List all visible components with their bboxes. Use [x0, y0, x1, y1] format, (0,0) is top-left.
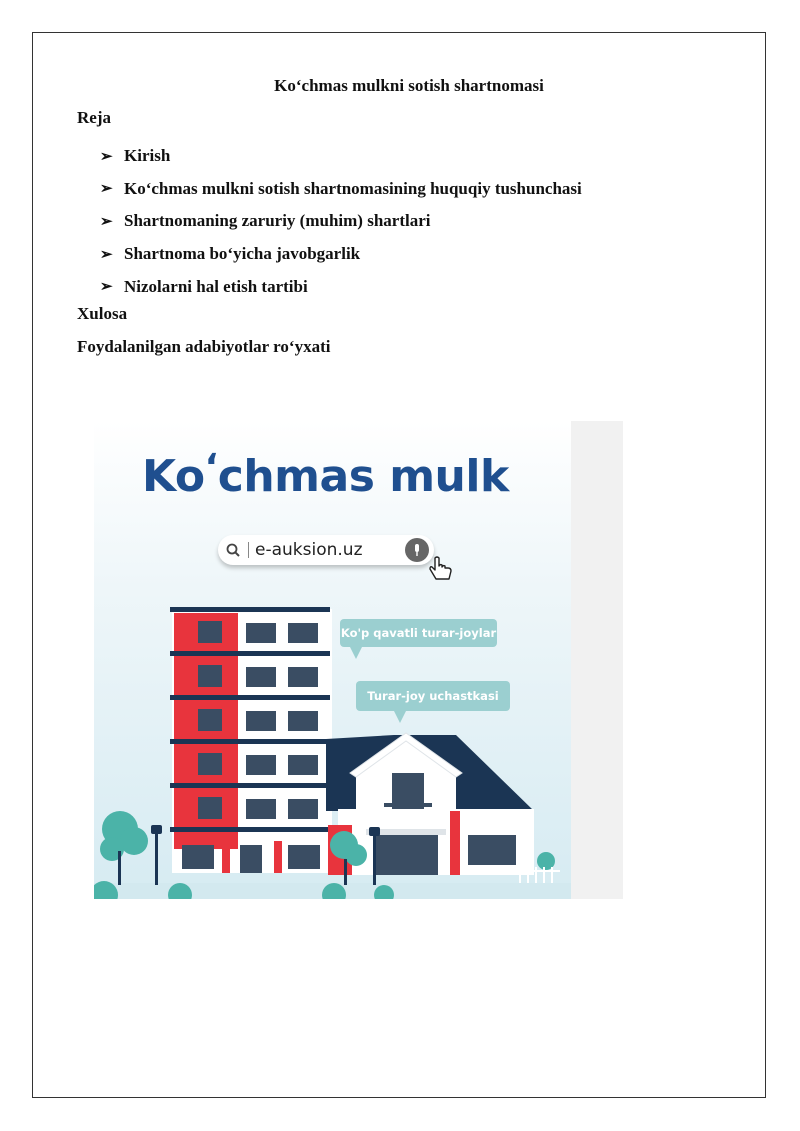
arrow-bullet-icon: ➢ [100, 148, 113, 165]
plan-item-label: Kirish [124, 146, 171, 166]
references-heading: Foydalanilgan adabiyotlar roʻyxati [77, 337, 331, 356]
plan-item-label: Nizolarni hal etish tartibi [124, 276, 308, 296]
arrow-bullet-icon: ➢ [100, 279, 113, 296]
document-title: Koʻchmas mulkni sotish shartnomasi [274, 76, 544, 95]
list-item [100, 238, 582, 271]
search-divider [248, 542, 249, 558]
plan-item-label: Shartnoma boʻyicha javobgarlik [124, 244, 361, 264]
plan-item-label: Koʻchmas mulkni sotish shartnomasining huquqiy tushunchasi [124, 178, 582, 198]
bubble-tail [350, 647, 362, 659]
arrow-bullet-icon: ➢ [100, 213, 113, 230]
arrow-bullet-icon: ➢ [100, 181, 113, 198]
headline-part-1: Ko [142, 451, 205, 502]
search-icon [218, 543, 248, 557]
search-text: e-auksion.uz [255, 540, 363, 560]
real-estate-illustration [94, 421, 623, 899]
conclusion-heading: Xulosa [77, 304, 128, 323]
arrow-bullet-icon: ➢ [100, 246, 113, 263]
list-item [100, 140, 582, 173]
plan-list [100, 140, 582, 303]
microphone-icon [405, 538, 429, 562]
illustration-headline [142, 447, 509, 502]
headline-tick: ʻ [204, 447, 218, 488]
bubble-tail [394, 711, 406, 723]
pointer-hand-icon [427, 555, 457, 583]
list-item [100, 270, 582, 303]
headline-part-2: chmas mulk [217, 451, 509, 502]
search-bar [218, 535, 434, 565]
bubble-label: Turar-joy uchastkasi [367, 689, 499, 703]
bubble-label: Ko'p qavatli turar-joylar [340, 626, 497, 640]
list-item [100, 205, 582, 238]
illustration-side-panel [571, 421, 623, 899]
plan-heading: Reja [77, 108, 111, 127]
speech-bubble-apartments [340, 619, 497, 647]
plan-item-label: Shartnomaning zaruriy (muhim) shartlari [124, 211, 431, 231]
list-item [100, 173, 582, 206]
speech-bubble-land-plot [356, 681, 510, 711]
